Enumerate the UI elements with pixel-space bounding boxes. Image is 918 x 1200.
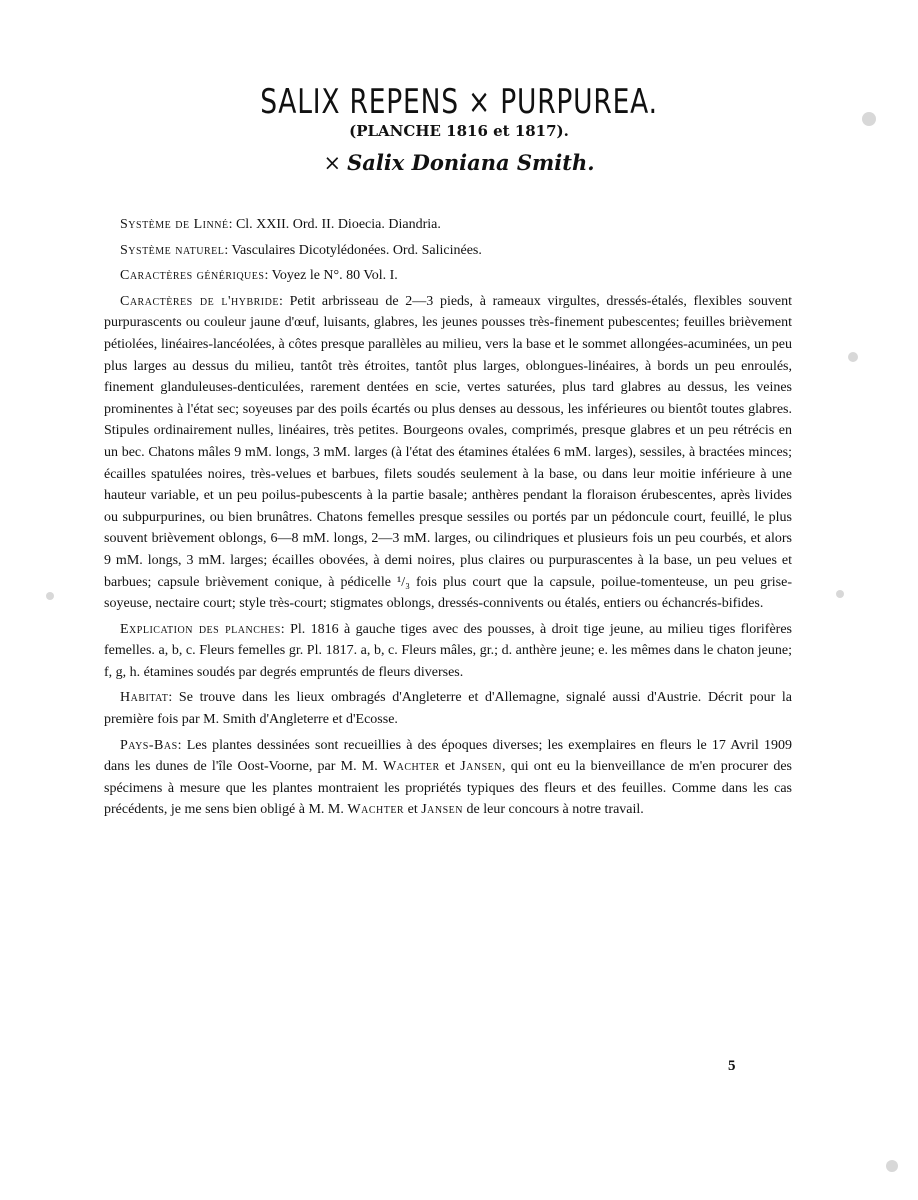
section-label: Explication des planches [120, 621, 281, 637]
section-label: Caractères génériques [120, 268, 265, 284]
section-label: Habitat [120, 690, 169, 706]
label-separator: : [264, 268, 272, 284]
section-label: Caractères de l'hybride [120, 293, 279, 309]
section-text-part: de leur concours à notre travail. [463, 802, 644, 818]
label-separator: : [280, 621, 291, 637]
paper-speck [46, 592, 54, 600]
section-text: Cl. XXII. Ord. II. Dioecia. Diandria. [235, 217, 441, 232]
section-text: Se trouve dans les lieux ombragés d'Angleterre et d'Allemagne, signalé aussi d'Austrie. Décrit pour la première fois par M. Smith d'Angleterre et d'Ecosse. [104, 690, 792, 728]
section-explication [104, 619, 792, 684]
section-label: Système de Linné [120, 217, 229, 232]
section-label: Système naturel [120, 242, 225, 258]
person-name: Wachter [382, 759, 440, 775]
section-habitat [104, 687, 792, 730]
section-linne [104, 214, 792, 236]
label-separator: : [278, 293, 290, 309]
page-title: SALIX REPENS × PURPUREA. [260, 82, 658, 122]
section-text: Petit arbrisseau de 2—3 pieds, à rameaux virgultes, dressés-étalés, flexibles souvent purpurascents ou couleur jaune d'œuf, luisants, glabres, les jeunes pousses très-finement pubescentes; feuilles brièvement pétiolées, linéaires-lancéolées, à côtes presque parallèles au milieu, vers la base et le sommet allongées-acuminées, un peu plus larges au dessus du milieu, tantôt très étroites, tantôt plus larges, oblongues-linéaires, à bords un peu enroulés, finement glanduleuses-denticulées, rarement dentées en scie, vertes saturées, plus tard glabres au dessus, les veines prominentes à l'état sec; soyeuses par des poils écartés ou plus denses au dessous, les inférieures ou bientôt toutes glabres. Stipules ordinairement nulles, linéaires, très petites. Bourgeons ovales, comprimés, presque glabres et un peu rétrécis en un bec. Chatons mâles 9 mM. longs, 3 mM. larges (à l'état des étamines étalées 6 mM. larges), sessiles, à bractées minces; écailles spatulées noires, très-velues et barbues, filets soudés seulement à la base, ou dans leur moitie inférieure à une hauteur variable, et un peu poilus-pubescents à la partie basale; anthères pendant la floraison érubescentes, après livides ou subpurpurines, ou bien brunâtres. Chatons femelles presque sessiles ou portés par un pédoncule court, feuillé, le plus souvent brièvement oblongs, 6—8 mM. longs, 2—3 mM. larges, ou cilindriques et plusieurs fois un peu courbés, et alors 9 mM. longs, 3 mM. larges; écailles obovées, à demi noires, plus claires ou purpurascentes à la base, un peu velues et barbues; capsule brièvement conique, à pédicelle ¹/₃ fois plus court que la capsule, poilue-tomenteuse, un peu grise-soyeuse, nectaire court; style très-court; stigmates oblongs, dressés-connivents ou étalés, entiers ou échancrés-bifides. [104, 293, 793, 612]
section-text-part: , qui ont eu la bienveillance de m'en procurer des spécimens à mesure que les plantes montraient les propriétés typiques des fleurs et des feuilles. Comme dans les cas précédents, je me sens bien obligé à M. M. [104, 759, 793, 818]
page-number: 5 [728, 1058, 736, 1074]
section-text: Voyez le N°. 80 Vol. I. [271, 268, 398, 284]
hybrid-name: Salix Doniana Smith. [347, 150, 595, 175]
person-name: Jansen [460, 759, 502, 775]
section-text-part: et [439, 759, 461, 775]
section-hybride [104, 291, 792, 615]
label-separator: : [224, 242, 232, 258]
section-text-part: et [404, 802, 422, 818]
label-separator: : [168, 690, 179, 706]
planche-reference: (PLANCHE 1816 et 1817). [349, 122, 569, 140]
person-name: Jansen [421, 802, 464, 818]
description-body [104, 214, 792, 825]
hybrid-name-heading [0, 150, 918, 175]
section-generiques [104, 265, 792, 287]
hybrid-cross-symbol: × [323, 151, 342, 175]
label-separator: : [177, 737, 187, 753]
paper-speck [862, 112, 876, 126]
section-naturel [104, 240, 792, 262]
person-name: Wachter [347, 802, 405, 818]
section-pays-bas [104, 735, 792, 821]
section-text: Vasculaires Dicotylédonées. Ord. Salicinées. [231, 242, 482, 258]
section-text: Pl. 1816 à gauche tiges avec des pousses, à droit tige jeune, au milieu tiges florifères femelles. a, b, c. Fleurs femelles gr. Pl. 1817. a, b, c. Fleurs mâles, gr.; d. anthère jeune; e. les mêmes dans le chaton jeune; f, g, h. étamines soudés par degrés empruntés de fleurs diverses. [104, 621, 792, 680]
section-label: Pays-Bas [120, 737, 178, 753]
label-separator: : [228, 217, 236, 232]
section-text-part: Les plantes dessinées sont recueillies à des époques diverses; les exemplaires en fleurs le 17 Avril 1909 dans les dunes de l'île Oost-Voorne, par M. M. [104, 737, 792, 775]
paper-speck [886, 1160, 898, 1172]
paper-speck [836, 590, 844, 598]
paper-speck [848, 352, 858, 362]
